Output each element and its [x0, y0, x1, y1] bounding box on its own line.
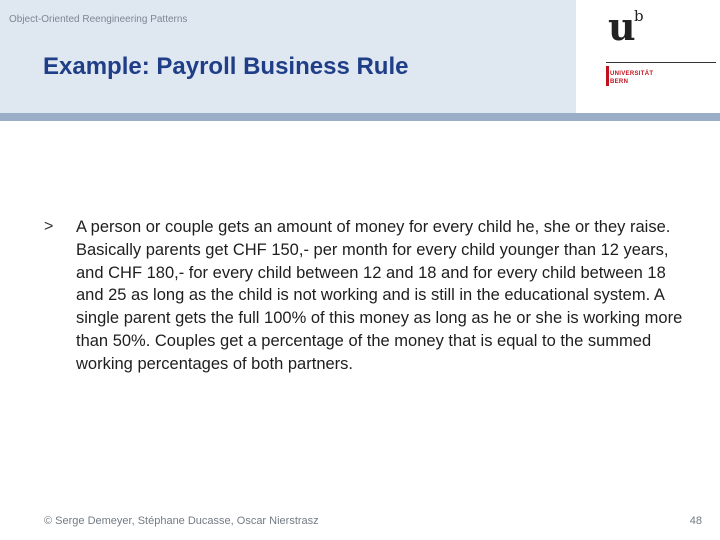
slide-title: Example: Payroll Business Rule — [43, 53, 409, 80]
logo-text — [610, 70, 653, 86]
footer-credits: © Serge Demeyer, Stéphane Ducasse, Oscar Nierstrasz — [44, 515, 319, 527]
logo-rule — [606, 62, 716, 63]
logo-text-line1: UNIVERSITÄT — [610, 71, 654, 77]
header-divider — [578, 0, 579, 113]
logo-accent-bar — [606, 66, 609, 86]
page-number: 48 — [689, 515, 702, 527]
header-rule — [0, 113, 720, 121]
course-title: Object-Oriented Reengineering Patterns — [9, 14, 188, 25]
slide-header — [0, 0, 576, 113]
university-logo — [596, 0, 720, 113]
bullet-paragraph: A person or couple gets an amount of money for every child he, she or they raise. Basically parents get CHF 150,- per month for every child younger than 12 years, and CHF 180,- for every child between 12 and 18 and for every child between 18 and 25 as long as the child is not working and is still in the educational system. A single parent gets the full 100% of this money as long as he or she is working more than 50%. Couples get a percentage of the money that is equal to the summed working percentages of both partners. — [76, 218, 683, 373]
logo-mark: u — [608, 4, 636, 49]
bullet-marker: > — [44, 218, 54, 235]
logo-superscript: b — [634, 7, 644, 25]
logo-text-line2: BERN — [610, 79, 629, 85]
